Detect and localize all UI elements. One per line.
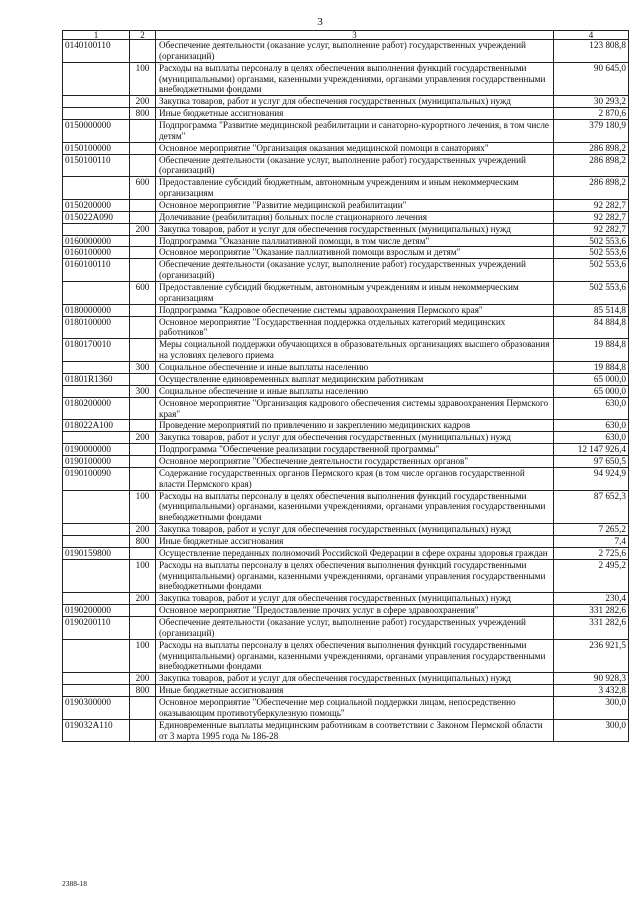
- expense-type-cell: [130, 247, 156, 259]
- description-cell: Подпрограмма "Развитие медицинской реабилитации и санаторно-курортного лечения, в том числе детям": [156, 120, 554, 143]
- expense-type-cell: [130, 444, 156, 456]
- expense-type-cell: 200: [130, 524, 156, 536]
- amount-cell: 236 921,5: [554, 639, 629, 673]
- description-cell: Расходы на выплаты персоналу в целях обеспечения выполнения функций государственными (муниципальными) органами, казенными учреждениями, органами управления государственными внебюджетными фондами: [156, 559, 554, 593]
- expense-type-cell: [130, 467, 156, 490]
- amount-cell: 3 432,8: [554, 685, 629, 697]
- description-cell: Расходы на выплаты персоналу в целях обеспечения выполнения функций государственными (муниципальными) органами, казенными учреждениями, органами управления государственными внебюджетными фондами: [156, 62, 554, 96]
- amount-cell: 7,4: [554, 535, 629, 547]
- amount-cell: 84 884,8: [554, 316, 629, 339]
- amount-cell: 300,0: [554, 719, 629, 742]
- code-cell: [63, 282, 130, 305]
- description-cell: Долечивание (реабилитация) больных после стационарного лечения: [156, 211, 554, 223]
- code-cell: [63, 639, 130, 673]
- amount-cell: 19 884,8: [554, 362, 629, 374]
- table-row: [63, 120, 629, 143]
- expense-type-cell: 800: [130, 535, 156, 547]
- description-cell: Осуществление единовременных выплат медицинским работникам: [156, 373, 554, 385]
- amount-cell: 92 282,7: [554, 223, 629, 235]
- description-cell: Подпрограмма "Обеспечение реализации государственной программы": [156, 444, 554, 456]
- table-row: [63, 685, 629, 697]
- code-cell: 0150100000: [63, 142, 130, 154]
- table-row: [63, 490, 629, 524]
- code-cell: 0190200110: [63, 616, 130, 639]
- table-row: [63, 259, 629, 282]
- expense-type-cell: [130, 397, 156, 420]
- code-cell: [63, 108, 130, 120]
- expense-type-cell: [130, 120, 156, 143]
- column-header: 4: [554, 31, 629, 40]
- description-cell: Единовременные выплаты медицинским работникам в соответствии с Законом Пермской области от 3 марта 1995 года № 186-28: [156, 719, 554, 742]
- amount-cell: 286 898,2: [554, 154, 629, 177]
- description-cell: Закупка товаров, работ и услуг для обеспечения государственных (муниципальных) нужд: [156, 223, 554, 235]
- expense-type-cell: [130, 339, 156, 362]
- expense-type-cell: 200: [130, 96, 156, 108]
- amount-cell: 85 514,8: [554, 304, 629, 316]
- code-cell: [63, 177, 130, 200]
- amount-cell: 230,4: [554, 593, 629, 605]
- description-cell: Основное мероприятие "Предоставление прочих услуг в сфере здравоохранения": [156, 605, 554, 617]
- expense-type-cell: [130, 304, 156, 316]
- table-header: [63, 31, 629, 40]
- description-cell: Обеспечение деятельности (оказание услуг, выполнение работ) государственных учреждений (организаций): [156, 616, 554, 639]
- description-cell: Подпрограмма "Кадровое обеспечение системы здравоохранения Пермского края": [156, 304, 554, 316]
- code-cell: [63, 673, 130, 685]
- amount-cell: 502 553,6: [554, 259, 629, 282]
- expense-type-cell: 800: [130, 108, 156, 120]
- table-row: [63, 108, 629, 120]
- amount-cell: 12 147 926,4: [554, 444, 629, 456]
- amount-cell: 94 924,9: [554, 467, 629, 490]
- code-cell: 019032А110: [63, 719, 130, 742]
- description-cell: Основное мероприятие "Государственная поддержка отдельных категорий медицинских работников": [156, 316, 554, 339]
- description-cell: Закупка товаров, работ и услуг для обеспечения государственных (муниципальных) нужд: [156, 524, 554, 536]
- amount-cell: 123 808,8: [554, 40, 629, 63]
- code-cell: 0150100110: [63, 154, 130, 177]
- expense-type-cell: 100: [130, 639, 156, 673]
- table-row: [63, 40, 629, 63]
- description-cell: Основное мероприятие "Развитие медицинской реабилитации": [156, 200, 554, 212]
- description-cell: Обеспечение деятельности (оказание услуг, выполнение работ) государственных учреждений (организаций): [156, 259, 554, 282]
- expense-type-cell: [130, 616, 156, 639]
- expense-type-cell: [130, 154, 156, 177]
- expense-type-cell: [130, 605, 156, 617]
- description-cell: Проведение мероприятий по привлечению и закреплению медицинских кадров: [156, 420, 554, 432]
- code-cell: 0160100110: [63, 259, 130, 282]
- code-cell: [63, 362, 130, 374]
- table-row: [63, 304, 629, 316]
- table-row: [63, 154, 629, 177]
- table-row: [63, 455, 629, 467]
- description-cell: Иные бюджетные ассигнования: [156, 108, 554, 120]
- table-row: [63, 593, 629, 605]
- code-cell: [63, 593, 130, 605]
- description-cell: Обеспечение деятельности (оказание услуг, выполнение работ) государственных учреждений (организаций): [156, 154, 554, 177]
- amount-cell: 630,0: [554, 432, 629, 444]
- expense-type-cell: 200: [130, 432, 156, 444]
- table-row: [63, 142, 629, 154]
- code-cell: 0180170010: [63, 339, 130, 362]
- table-row: [63, 316, 629, 339]
- code-cell: [63, 559, 130, 593]
- description-cell: Закупка товаров, работ и услуг для обеспечения государственных (муниципальных) нужд: [156, 593, 554, 605]
- code-cell: 0150200000: [63, 200, 130, 212]
- description-cell: Социальное обеспечение и иные выплаты населению: [156, 362, 554, 374]
- code-cell: [63, 62, 130, 96]
- description-cell: Расходы на выплаты персоналу в целях обеспечения выполнения функций государственными (муниципальными) органами, казенными учреждениями, органами управления государственными внебюджетными фондами: [156, 490, 554, 524]
- table-row: [63, 247, 629, 259]
- amount-cell: 502 553,6: [554, 247, 629, 259]
- table-row: [63, 235, 629, 247]
- expense-type-cell: [130, 40, 156, 63]
- code-cell: 0180200000: [63, 397, 130, 420]
- amount-cell: 2 725,6: [554, 547, 629, 559]
- code-cell: 0190200000: [63, 605, 130, 617]
- code-cell: 0140100110: [63, 40, 130, 63]
- footer-code: 2388-18: [62, 879, 87, 888]
- expense-type-cell: 800: [130, 685, 156, 697]
- table-row: [63, 605, 629, 617]
- amount-cell: 286 898,2: [554, 142, 629, 154]
- description-cell: Основное мероприятие "Обеспечение мер социальной поддержки лицам, непосредственно оказывающим противотуберкулезную помощь": [156, 696, 554, 719]
- expense-type-cell: [130, 316, 156, 339]
- amount-cell: 502 553,6: [554, 235, 629, 247]
- table-row: [63, 535, 629, 547]
- table-row: [63, 223, 629, 235]
- table-row: [63, 339, 629, 362]
- amount-cell: 30 293,2: [554, 96, 629, 108]
- expense-type-cell: 600: [130, 282, 156, 305]
- code-cell: [63, 432, 130, 444]
- amount-cell: 65 000,0: [554, 373, 629, 385]
- amount-cell: 630,0: [554, 397, 629, 420]
- expense-type-cell: [130, 719, 156, 742]
- code-cell: [63, 96, 130, 108]
- description-cell: Осуществление переданных полномочий Российской Федерации в сфере охраны здоровья граждан: [156, 547, 554, 559]
- amount-cell: 90 928,3: [554, 673, 629, 685]
- expense-type-cell: 200: [130, 223, 156, 235]
- expense-type-cell: 200: [130, 673, 156, 685]
- code-cell: 0190100090: [63, 467, 130, 490]
- table-row: [63, 96, 629, 108]
- code-cell: [63, 385, 130, 397]
- code-cell: 0160000000: [63, 235, 130, 247]
- amount-cell: 300,0: [554, 696, 629, 719]
- description-cell: Подпрограмма "Оказание паллиативной помощи, в том числе детям": [156, 235, 554, 247]
- table-row: [63, 385, 629, 397]
- table-row: [63, 547, 629, 559]
- expense-type-cell: [130, 142, 156, 154]
- table-row: [63, 211, 629, 223]
- code-cell: [63, 524, 130, 536]
- expense-type-cell: [130, 200, 156, 212]
- table-row: [63, 177, 629, 200]
- description-cell: Закупка товаров, работ и услуг для обеспечения государственных (муниципальных) нужд: [156, 96, 554, 108]
- code-cell: 0180000000: [63, 304, 130, 316]
- table-row: [63, 362, 629, 374]
- column-header: 1: [63, 31, 130, 40]
- table-row: [63, 467, 629, 490]
- code-cell: [63, 685, 130, 697]
- amount-cell: 7 265,2: [554, 524, 629, 536]
- table-body: [63, 40, 629, 742]
- table-row: [63, 62, 629, 96]
- description-cell: Закупка товаров, работ и услуг для обеспечения государственных (муниципальных) нужд: [156, 673, 554, 685]
- description-cell: Основное мероприятие "Организация кадрового обеспечения системы здравоохранения Пермского края": [156, 397, 554, 420]
- description-cell: Расходы на выплаты персоналу в целях обеспечения выполнения функций государственными (муниципальными) органами, казенными учреждениями, органами управления государственными внебюджетными фондами: [156, 639, 554, 673]
- amount-cell: 65 000,0: [554, 385, 629, 397]
- description-cell: Иные бюджетные ассигнования: [156, 535, 554, 547]
- table-row: [63, 420, 629, 432]
- amount-cell: 2 870,6: [554, 108, 629, 120]
- amount-cell: 379 180,9: [554, 120, 629, 143]
- expense-type-cell: [130, 547, 156, 559]
- amount-cell: 331 282,6: [554, 605, 629, 617]
- table-row: [63, 397, 629, 420]
- code-cell: 0190300000: [63, 696, 130, 719]
- expense-type-cell: 100: [130, 490, 156, 524]
- code-cell: 0190000000: [63, 444, 130, 456]
- amount-cell: 19 884,8: [554, 339, 629, 362]
- expense-type-cell: 300: [130, 362, 156, 374]
- amount-cell: 90 645,0: [554, 62, 629, 96]
- code-cell: [63, 535, 130, 547]
- table-row: [63, 444, 629, 456]
- amount-cell: 87 652,3: [554, 490, 629, 524]
- description-cell: Меры социальной поддержки обучающихся в образовательных организациях высшего образования на условиях целевого приема: [156, 339, 554, 362]
- description-cell: Закупка товаров, работ и услуг для обеспечения государственных (муниципальных) нужд: [156, 432, 554, 444]
- table-row: [63, 639, 629, 673]
- table-row: [63, 282, 629, 305]
- code-cell: 0190159800: [63, 547, 130, 559]
- table-row: [63, 559, 629, 593]
- description-cell: Содержание государственных органов Пермского края (в том числе органов государственной власти Пермского края): [156, 467, 554, 490]
- code-cell: 01801R1360: [63, 373, 130, 385]
- expense-type-cell: 300: [130, 385, 156, 397]
- table-row: [63, 673, 629, 685]
- expense-type-cell: [130, 420, 156, 432]
- code-cell: 0160100000: [63, 247, 130, 259]
- amount-cell: 331 282,6: [554, 616, 629, 639]
- description-cell: Предоставление субсидий бюджетным, автономным учреждениям и иным некоммерческим организациям: [156, 282, 554, 305]
- amount-cell: 630,0: [554, 420, 629, 432]
- expense-type-cell: [130, 455, 156, 467]
- amount-cell: 92 282,7: [554, 200, 629, 212]
- amount-cell: 502 553,6: [554, 282, 629, 305]
- code-cell: 015022А090: [63, 211, 130, 223]
- description-cell: Обеспечение деятельности (оказание услуг, выполнение работ) государственных учреждений (организаций): [156, 40, 554, 63]
- table-row: [63, 200, 629, 212]
- budget-table: [62, 30, 629, 742]
- description-cell: Основное мероприятие "Оказание паллиативной помощи взрослым и детям": [156, 247, 554, 259]
- table-row: [63, 524, 629, 536]
- amount-cell: 92 282,7: [554, 211, 629, 223]
- amount-cell: 97 650,5: [554, 455, 629, 467]
- table-row: [63, 373, 629, 385]
- table-row: [63, 432, 629, 444]
- page-number: 3: [317, 16, 323, 28]
- expense-type-cell: [130, 235, 156, 247]
- expense-type-cell: 100: [130, 559, 156, 593]
- code-cell: [63, 223, 130, 235]
- code-cell: 018022А100: [63, 420, 130, 432]
- table-row: [63, 696, 629, 719]
- column-header: 2: [130, 31, 156, 40]
- code-cell: 0180100000: [63, 316, 130, 339]
- amount-cell: 2 495,2: [554, 559, 629, 593]
- expense-type-cell: 200: [130, 593, 156, 605]
- description-cell: Социальное обеспечение и иные выплаты населению: [156, 385, 554, 397]
- code-cell: 0150000000: [63, 120, 130, 143]
- description-cell: Основное мероприятие "Организация оказания медицинской помощи в санаториях": [156, 142, 554, 154]
- expense-type-cell: 600: [130, 177, 156, 200]
- code-cell: 0190100000: [63, 455, 130, 467]
- expense-type-cell: [130, 696, 156, 719]
- amount-cell: 286 898,2: [554, 177, 629, 200]
- table-row: [63, 719, 629, 742]
- expense-type-cell: 100: [130, 62, 156, 96]
- expense-type-cell: [130, 211, 156, 223]
- expense-type-cell: [130, 259, 156, 282]
- table-row: [63, 616, 629, 639]
- description-cell: Иные бюджетные ассигнования: [156, 685, 554, 697]
- description-cell: Предоставление субсидий бюджетным, автономным учреждениям и иным некоммерческим организациям: [156, 177, 554, 200]
- expense-type-cell: [130, 373, 156, 385]
- column-header: 3: [156, 31, 554, 40]
- description-cell: Основное мероприятие "Обеспечение деятельности государственных органов": [156, 455, 554, 467]
- code-cell: [63, 490, 130, 524]
